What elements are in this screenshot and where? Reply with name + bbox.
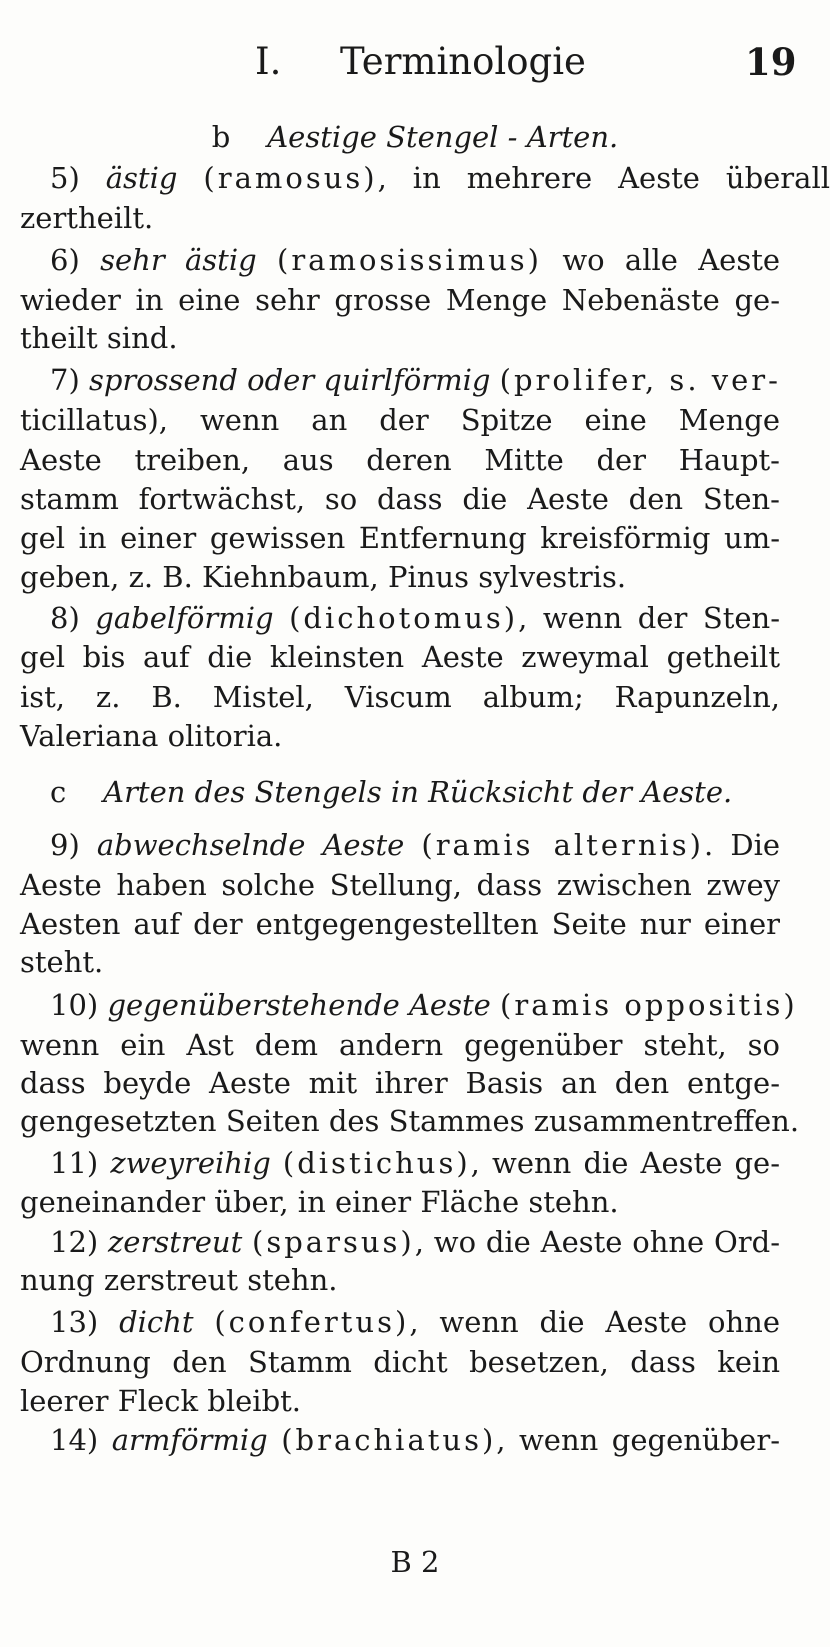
text-span: gabelförmig <box>95 601 274 635</box>
section-number: I. <box>255 40 282 83</box>
text-span: 14) <box>50 1423 99 1457</box>
text-span: 9) <box>50 828 80 862</box>
text-span: c <box>50 775 67 809</box>
text-span: 5) <box>50 161 80 195</box>
entry-8-line-2: gel bis auf die kleinsten Aeste zweymal getheilt <box>20 640 780 674</box>
entry-6-line-2: wieder in eine sehr grosse Menge Nebenäste ge- <box>20 283 780 317</box>
entry-8-line-3: ist, z. B. Mistel, Viscum album; Rapunzeln, <box>20 680 780 714</box>
entry-13-line-3: leerer Fleck bleibt. <box>20 1384 302 1418</box>
text-span: 12) <box>50 1225 99 1259</box>
text-span: gegenüberstehende Aeste <box>107 988 491 1022</box>
text-span: , wenn der Sten- <box>518 601 780 635</box>
text-span: zweyreihig <box>110 1146 271 1180</box>
entry-14-line-1 <box>50 1420 780 1460</box>
text-span: wo alle Aeste <box>542 243 781 277</box>
text-span: Aestige Stengel - Arten. <box>267 120 619 154</box>
text-span: , wenn die Aeste ohne <box>409 1305 781 1339</box>
entry-10-line-4: gengesetzten Seiten des Stammes zusammentreffen. <box>20 1104 800 1138</box>
text-span: (ramosissimus) <box>277 243 542 277</box>
page-title: Terminologie <box>340 40 586 83</box>
text-span: abwechselnde Aeste <box>96 828 405 862</box>
text-span: , wenn die Aeste ge- <box>470 1146 780 1180</box>
text-span: (prolifer, s. ver- <box>499 363 781 397</box>
text-span: (dichotomus) <box>289 601 519 635</box>
entry-7-line-1 <box>50 360 780 400</box>
entry-13-line-1 <box>50 1302 780 1342</box>
entry-5-line-1 <box>0 158 830 198</box>
entry-7-line-2: ticillatus), wenn an der Spitze eine Menge <box>20 403 780 437</box>
entry-11-line-2: geneinander über, in einer Fläche stehn. <box>20 1185 619 1219</box>
entry-12-line-1 <box>50 1222 780 1262</box>
section-heading-c <box>50 772 780 812</box>
text-span: , wenn gegenüber- <box>496 1423 780 1457</box>
signature-mark: B 2 <box>390 1545 440 1579</box>
entry-8-line-4: Valeriana olitoria. <box>20 719 283 753</box>
text-span: sehr ästig <box>100 243 257 277</box>
text-span: (confertus) <box>214 1305 410 1339</box>
text-span: (sparsus) <box>252 1225 415 1259</box>
text-span: (ramosus) <box>203 161 378 195</box>
entry-7-line-5: gel in einer gewissen Entfernung kreisförmig um- <box>20 521 780 555</box>
text-span: (ramis alternis) <box>421 828 704 862</box>
text-span: (brachiatus) <box>281 1423 497 1457</box>
text-span: , wo die Aeste ohne Ord- <box>414 1225 781 1259</box>
text-span: 11) <box>50 1146 99 1180</box>
entry-7-line-6: geben, z. B. Kiehnbaum, Pinus sylvestris. <box>20 560 627 594</box>
entry-13-line-2: Ordnung den Stamm dicht besetzen, dass kein <box>20 1345 780 1379</box>
entry-12-line-2: nung zerstreut stehn. <box>20 1263 338 1297</box>
text-span: sprossend oder quirlförmig <box>88 363 491 397</box>
section-heading-b <box>0 117 830 157</box>
entry-9-line-3: Aesten auf der entgegengestellten Seite nur einer <box>20 907 780 941</box>
entry-9-line-1 <box>50 825 780 865</box>
entry-7-line-3: Aeste treiben, aus deren Mitte der Haupt- <box>20 443 780 477</box>
text-span: dicht <box>119 1305 194 1339</box>
text-span: b <box>211 120 231 154</box>
entry-5-line-2: zertheilt. <box>20 201 154 235</box>
entry-10-line-2: wenn ein Ast dem andern gegenüber steht, so <box>20 1028 780 1062</box>
entry-7-line-4: stamm fortwächst, so dass die Aeste den Sten- <box>20 482 780 516</box>
text-span: zerstreut <box>108 1225 243 1259</box>
text-span: , in mehrere Aeste überall <box>377 161 830 195</box>
entry-11-line-1 <box>50 1143 780 1183</box>
entry-10-line-1 <box>50 985 798 1025</box>
text-span: (ramis oppositis) <box>500 988 798 1022</box>
text-span: armförmig <box>111 1423 268 1457</box>
text-span: (distichus) <box>282 1146 471 1180</box>
entry-8-line-1 <box>50 598 780 638</box>
text-span: ästig <box>105 161 178 195</box>
page-number: 19 <box>745 40 797 84</box>
entry-9-line-2: Aeste haben solche Stellung, dass zwischen zwey <box>20 868 780 902</box>
running-header <box>0 40 830 100</box>
text-span: 8) <box>50 601 80 635</box>
text-span: 6) <box>50 243 80 277</box>
text-span: 10) <box>50 988 99 1022</box>
entry-6-line-1 <box>50 240 780 280</box>
text-span: 7) <box>50 363 80 397</box>
text-span: . Die <box>704 828 781 862</box>
text-span: Arten des Stengels in Rücksicht der Aeste. <box>103 775 733 809</box>
entry-6-line-3: theilt sind. <box>20 321 178 355</box>
text-span: 13) <box>50 1305 99 1339</box>
entry-9-line-4: steht. <box>20 945 104 979</box>
entry-10-line-3: dass beyde Aeste mit ihrer Basis an den entge- <box>20 1066 780 1100</box>
